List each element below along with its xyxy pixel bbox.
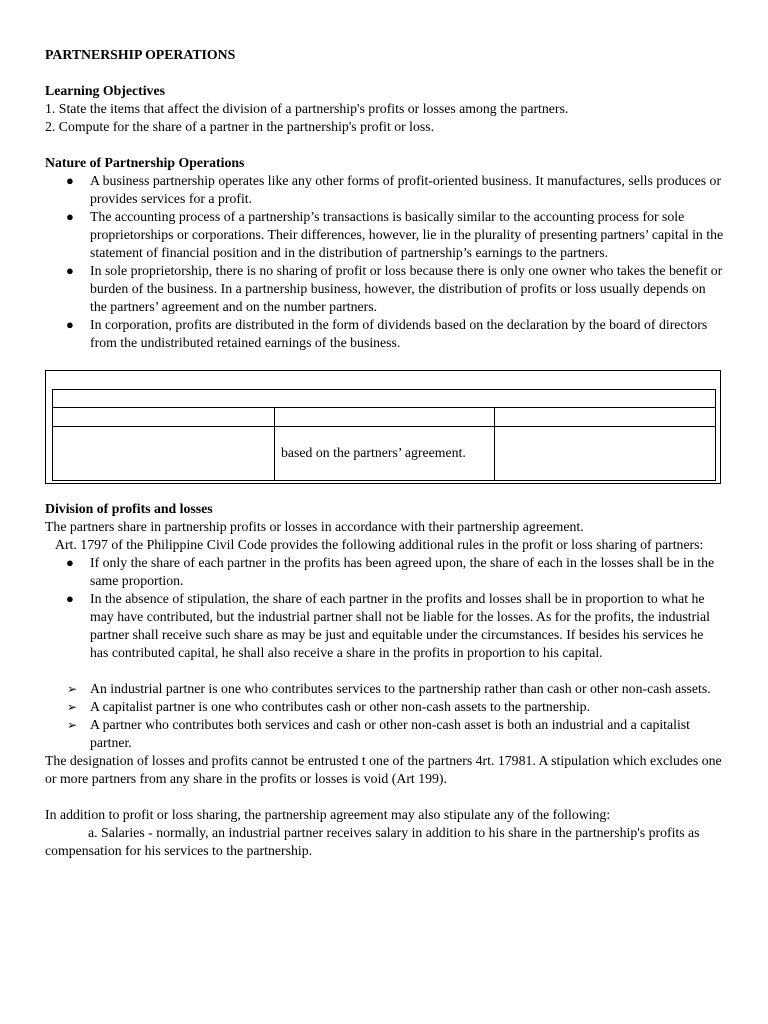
arrow-bullet-icon: ➢ (67, 718, 78, 732)
objective-item: 1. State the items that affect the division of a partnership's profits or losses among the partners. (45, 101, 569, 116)
nature-bullet-item (45, 208, 725, 262)
comparison-table-row (52, 408, 716, 427)
arrow-text: A partner who contributes both services and cash or other non-cash asset is both an industrial and a capitalist partner. (90, 717, 691, 750)
bullet-text: The accounting process of a partnership’s transactions is basically similar to the accounting process for sole proprietorships or corporations. Their differences, however, lie in the plurality of presenting partners’ capital in the statement of financial position and in the distribution of partnership’s earnings to the partners. (90, 209, 724, 260)
objectives-heading: Learning Objectives (45, 83, 165, 98)
nature-bullet-list (45, 172, 725, 352)
partner-type-item (45, 716, 725, 752)
bullet-text: In sole proprietorship, there is no sharing of profit or loss because there is only one owner who takes the benefit or burden of the business. In a partnership business, however, the distribution of profits or loss usually depends on the partners’ agreement and on the number partners. (90, 263, 723, 314)
salaries-paragraph: a. Salaries - normally, an industrial partner receives salary in addition to his share in the partnership's profits as compensation for his services to the partnership. (45, 825, 700, 858)
bullet-icon: ● (66, 173, 74, 188)
nature-bullet-item (45, 262, 725, 316)
division-heading: Division of profits and losses (45, 501, 213, 516)
document-title: PARTNERSHIP OPERATIONS (45, 47, 236, 62)
table-cell (53, 427, 275, 480)
table-cell (275, 408, 495, 426)
division-art-paragraph: Art. 1797 of the Philippine Civil Code provides the following additional rules in the profit or loss sharing of partners: (55, 537, 704, 552)
table-cell: based on the partners’ agreement. (275, 427, 495, 480)
division-bullet-item (45, 554, 725, 590)
comparison-table-header (52, 389, 716, 408)
nature-bullet-item (45, 172, 725, 208)
bullet-icon: ● (66, 209, 74, 224)
bullet-icon: ● (66, 591, 74, 606)
bullet-text: In corporation, profits are distributed in the form of dividends based on the declaration by the board of directors from the undistributed retained earnings of the business. (90, 317, 708, 350)
bullet-icon: ● (66, 555, 74, 570)
bullet-icon: ● (66, 263, 74, 278)
partner-type-item (45, 698, 725, 716)
arrow-bullet-icon: ➢ (67, 700, 78, 714)
document-page (45, 46, 725, 860)
bullet-text: A business partnership operates like any other forms of profit-oriented business. It manufactures, sells produces or provides services for a profit. (90, 173, 722, 206)
bullet-text: In the absence of stipulation, the share of each partner in the profits and losses shall be in proportion to what he may have contributed, but the industrial partner shall not be liable for the losses. As for the profits, the industrial partner shall receive such share as may be just and equitable under the circumstances. If besides his services he has contributed capital, he shall also receive a share in the profits in proportion to his capital. (90, 591, 710, 660)
partner-type-item (45, 680, 725, 698)
division-bullet-item (45, 590, 725, 662)
table-cell (495, 408, 715, 426)
table-cell (53, 408, 275, 426)
addition-paragraph: In addition to profit or loss sharing, the partnership agreement may also stipulate any of the following: (45, 807, 611, 822)
arrow-text: An industrial partner is one who contributes services to the partnership rather than cash or other non-cash assets. (90, 681, 711, 696)
comparison-table-row (52, 427, 716, 481)
objective-item: 2. Compute for the share of a partner in the partnership's profit or loss. (45, 119, 435, 134)
nature-bullet-item (45, 316, 725, 352)
division-intro: The partners share in partnership profits or losses in accordance with their partnership agreement. (45, 519, 584, 534)
designation-paragraph: The designation of losses and profits cannot be entrusted t one of the partners 4rt. 17981. A stipulation which excludes one or more partners from any share in the profits or losses is void (Art 199). (45, 753, 722, 786)
table-cell (495, 427, 715, 480)
arrow-text: A capitalist partner is one who contributes cash or other non-cash assets to the partnership. (90, 699, 591, 714)
partner-types-list (45, 680, 725, 752)
bullet-text: If only the share of each partner in the profits has been agreed upon, the share of each in the losses shall be in the same proportion. (90, 555, 715, 588)
arrow-bullet-icon: ➢ (67, 682, 78, 696)
division-bullet-list (45, 554, 725, 662)
bullet-icon: ● (66, 317, 74, 332)
comparison-box (45, 370, 721, 484)
nature-heading: Nature of Partnership Operations (45, 155, 245, 170)
